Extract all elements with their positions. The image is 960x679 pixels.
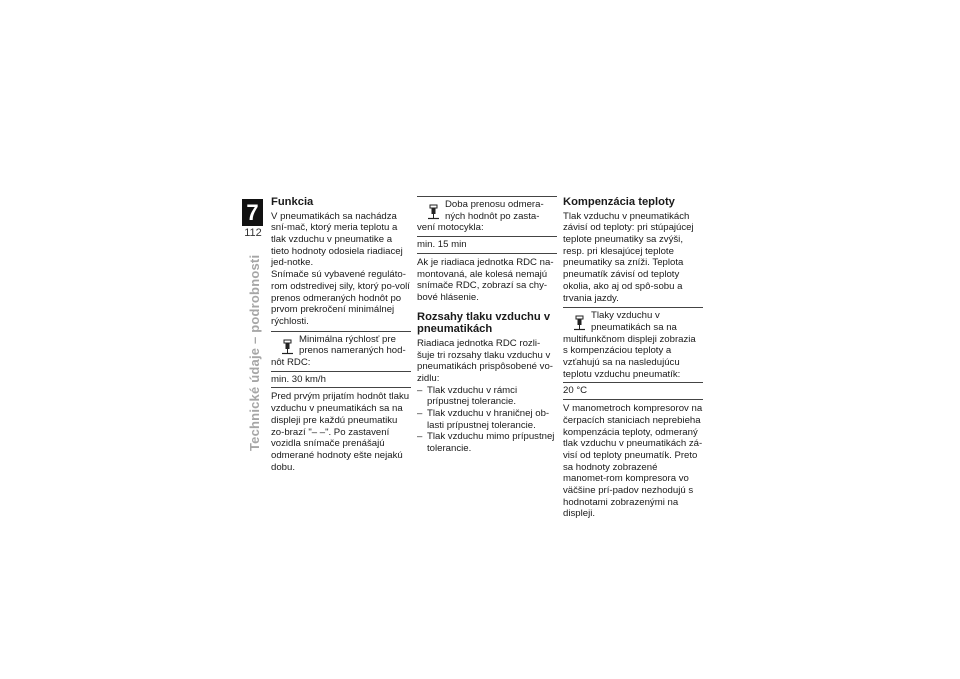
list-item: – Tlak vzduchu mimo prípustnej tolerancie. <box>417 431 557 454</box>
list-item: – Tlak vzduchu v rámci prípustnej tolerancie. <box>417 385 557 408</box>
spec-label-cont: vení motocykla: <box>417 222 484 234</box>
spec-label: Doba prenosu odmera-ných hodnôt po zasta- <box>445 199 544 222</box>
tire-valve-icon <box>281 339 294 356</box>
spec-label: Minimálna rýchlosť pre prenos nameraných hod- <box>299 333 406 357</box>
spec-box-min-speed <box>271 331 411 389</box>
spec-value: min. 15 min <box>417 236 557 253</box>
spec-value: 20 °C <box>563 382 703 399</box>
tire-valve-icon <box>573 315 586 332</box>
column-2 <box>417 196 557 455</box>
list-item: – Tlak vzduchu v hraničnej ob-lasti prípustnej tolerancie. <box>417 408 557 431</box>
paragraph: Snímače sú vybavené reguláto-rom odstredivej sily, ktorý po-volí prenos odmeraných hodnôt po prvom prekročení minimálnej rýchlosti. <box>271 269 410 327</box>
column-3 <box>563 196 703 520</box>
spec-box-reference-temp <box>563 307 703 400</box>
paragraph: Riadiaca jednotka RDC rozli-šuje tri rozsahy tlaku vzduchu v pneumatikách prispôsobené vo-zidlu: <box>417 337 553 384</box>
spec-label-cont: nôt RDC: <box>271 357 311 369</box>
spec-label-cont: multifunkčnom displeji zobrazia s kompenzáciou teploty a vzťahujú sa na nasledujúcu teplotu vzduchu pneumatík: <box>563 333 696 380</box>
chapter-side-title: Technické údaje – podrobnosti <box>247 254 262 451</box>
page-number: 112 <box>244 227 262 239</box>
paragraph: Ak je riadiaca jednotka RDC na-montovaná, ale kolesá nemajú snímače RDC, zobrazí sa chy-bové hlásenie. <box>417 256 554 303</box>
section-heading-temperature-compensation: Kompenzácia teploty <box>563 196 675 208</box>
paragraph: V pneumatikách sa nachádza sní-mač, ktorý meria teplotu a tlak vzduchu v pneumatike a tieto hodnoty odosiela riadiacej jed-notke. <box>271 210 403 269</box>
tire-valve-icon <box>427 204 440 221</box>
pressure-range-list <box>417 385 557 455</box>
section-heading-function: Funkcia <box>271 196 314 208</box>
paragraph: Pred prvým prijatím hodnôt tlaku vzduchu v pneumatikách sa na displeji pre každú pneumatiku zo-brazí "– –". Po zastavení vozidla snímače prenášajú odmerané hodnoty ešte nejakú dobu. <box>271 391 410 473</box>
column-1 <box>271 196 411 473</box>
paragraph: V manometroch kompresorov na čerpacích staniciach neprebieha kompenzácia teploty, odmeraný tlak vzduchu v pneumatikách zá-visí od teploty pneumatík. Preto sa hodnoty zobrazené manomet-rom kompresora vo väčšine prí-padov nezhodujú s hodnotami zobrazenými na displeji. <box>563 403 703 520</box>
section-heading-pressure-ranges: Rozsahy tlaku vzduchu v pneumatikách <box>417 310 551 336</box>
spec-box-transfer-time <box>417 196 557 254</box>
paragraph: Tlak vzduchu v pneumatikách závisí od teploty: pri stúpajúcej teplote pneumatiky sa zvýši, resp. pri klesajúcej teplote pneumatiky sa zníži. Teplota pneumatík závisí od teploty okolia, ako aj od spô-sobu a trvania jazdy. <box>563 210 694 304</box>
chapter-number-badge: 7 <box>242 199 263 226</box>
spec-value: min. 30 km/h <box>271 371 411 388</box>
spec-label: Tlaky vzduchu v pneumatikách sa na <box>591 310 677 333</box>
